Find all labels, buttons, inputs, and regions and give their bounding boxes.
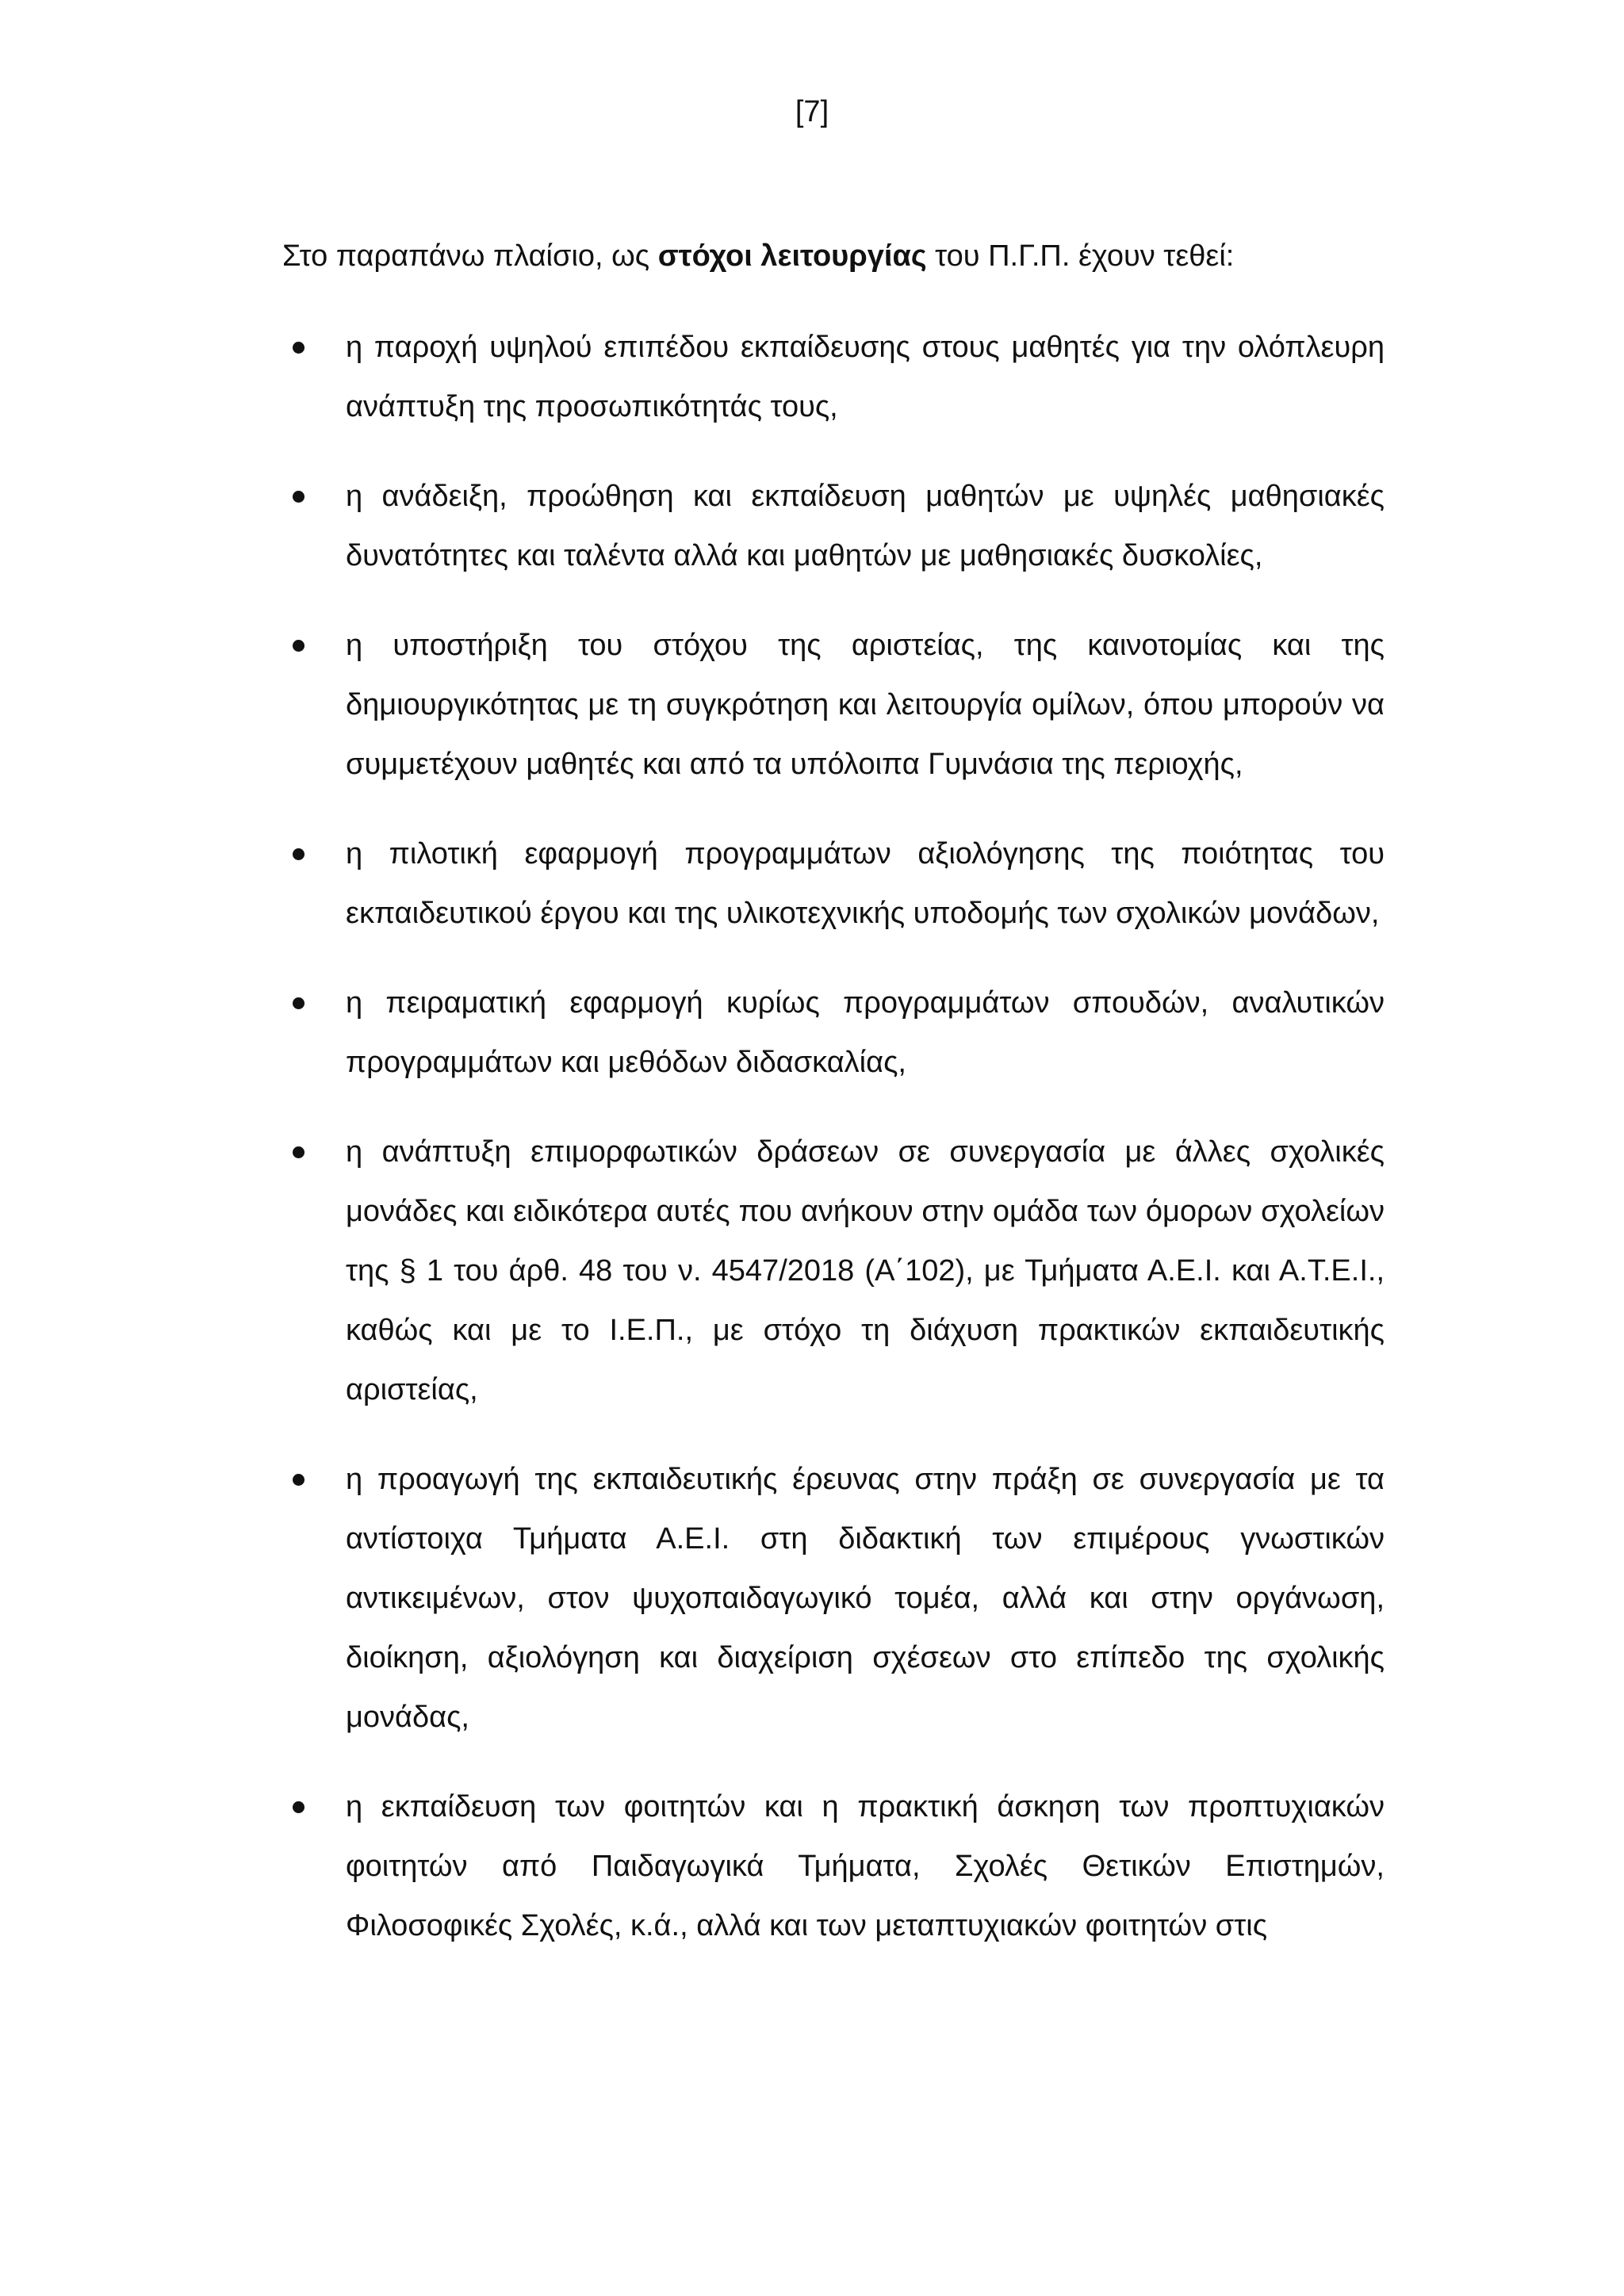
goal-text: η παροχή υψηλού επιπέδου εκπαίδευσης στους μαθητές για την ολόπλευρη ανάπτυξη της προσωπικότητάς τους,	[346, 331, 1385, 423]
goal-text: η προαγωγή της εκπαιδευτικής έρευνας στην πράξη σε συνεργασία με τα αντίστοιχα Τμήματα Α.Ε.Ι. στη διδακτική των επιμέρους γνωστικών αντικειμένων, στον ψυχοπαιδαγωγικό τομέα, αλλά και στην οργάνωση, διοίκηση, αξιολόγηση και διαχείριση σχέσεων στο επίπεδο της σχολικής μονάδας,	[346, 1463, 1385, 1734]
intro-text-before: Στο παραπάνω πλαίσιο, ως	[282, 239, 658, 273]
bullet-icon	[293, 848, 304, 860]
goal-item	[282, 616, 1385, 794]
goal-text: η ανάπτυξη επιμορφωτικών δράσεων σε συνεργασία με άλλες σχολικές μονάδες και ειδικότερα αυτές που ανήκουν στην ομάδα των όμορων σχολείων της § 1 του άρθ. 48 του ν. 4547/2018 (Α΄102), με Τμήματα Α.Ε.Ι. και Α.Τ.Ε.Ι., καθώς και με το Ι.Ε.Π., με στόχο τη διάχυση πρακτικών εκπαιδευτικής αριστείας,	[346, 1135, 1385, 1406]
goal-item	[282, 467, 1385, 586]
intro-paragraph	[282, 234, 1385, 278]
goal-text: η υποστήριξη του στόχου της αριστείας, της καινοτομίας και της δημιουργικότητας με τη συγκρότηση και λειτουργία ομίλων, όπου μπορούν να συμμετέχουν μαθητές και από τα υπόλοιπα Γυμνάσια της περιοχής,	[346, 629, 1385, 781]
goal-item	[282, 1123, 1385, 1420]
bullet-icon	[293, 640, 304, 652]
intro-text-after: του Π.Γ.Π. έχουν τεθεί:	[926, 239, 1235, 273]
goal-text: η εκπαίδευση των φοιτητών και η πρακτική άσκηση των προπτυχιακών φοιτητών από Παιδαγωγικά Τμήματα, Σχολές Θετικών Επιστημών, Φιλοσοφικές Σχολές, κ.ά., αλλά και των μεταπτυχιακών φοιτητών στις	[346, 1790, 1385, 1942]
goal-item	[282, 974, 1385, 1093]
document-body	[282, 234, 1385, 1986]
intro-bold-term: στόχοι λειτουργίας	[657, 239, 927, 273]
bullet-icon	[293, 1801, 304, 1813]
goal-item	[282, 318, 1385, 437]
goal-text: η ανάδειξη, προώθηση και εκπαίδευση μαθητών με υψηλές μαθησιακές δυνατότητες και ταλέντα αλλά και μαθητών με μαθησιακές δυσκολίες,	[346, 480, 1385, 572]
goal-text: η πιλοτική εφαρμογή προγραμμάτων αξιολόγησης της ποιότητας του εκπαιδευτικού έργου και της υλικοτεχνικής υποδομής των σχολικών μονάδων,	[346, 837, 1385, 930]
goal-item	[282, 1450, 1385, 1747]
goal-item	[282, 825, 1385, 943]
bullet-icon	[293, 1474, 304, 1486]
page-number: [7]	[795, 95, 829, 128]
goals-list	[282, 318, 1385, 1956]
bullet-icon	[293, 997, 304, 1009]
goal-item	[282, 1777, 1385, 1956]
bullet-icon	[293, 1146, 304, 1158]
bullet-icon	[293, 342, 304, 354]
goal-text: η πειραματική εφαρμογή κυρίως προγραμμάτων σπουδών, αναλυτικών προγραμμάτων και μεθόδων διδασκαλίας,	[346, 986, 1385, 1079]
bullet-icon	[293, 491, 304, 503]
